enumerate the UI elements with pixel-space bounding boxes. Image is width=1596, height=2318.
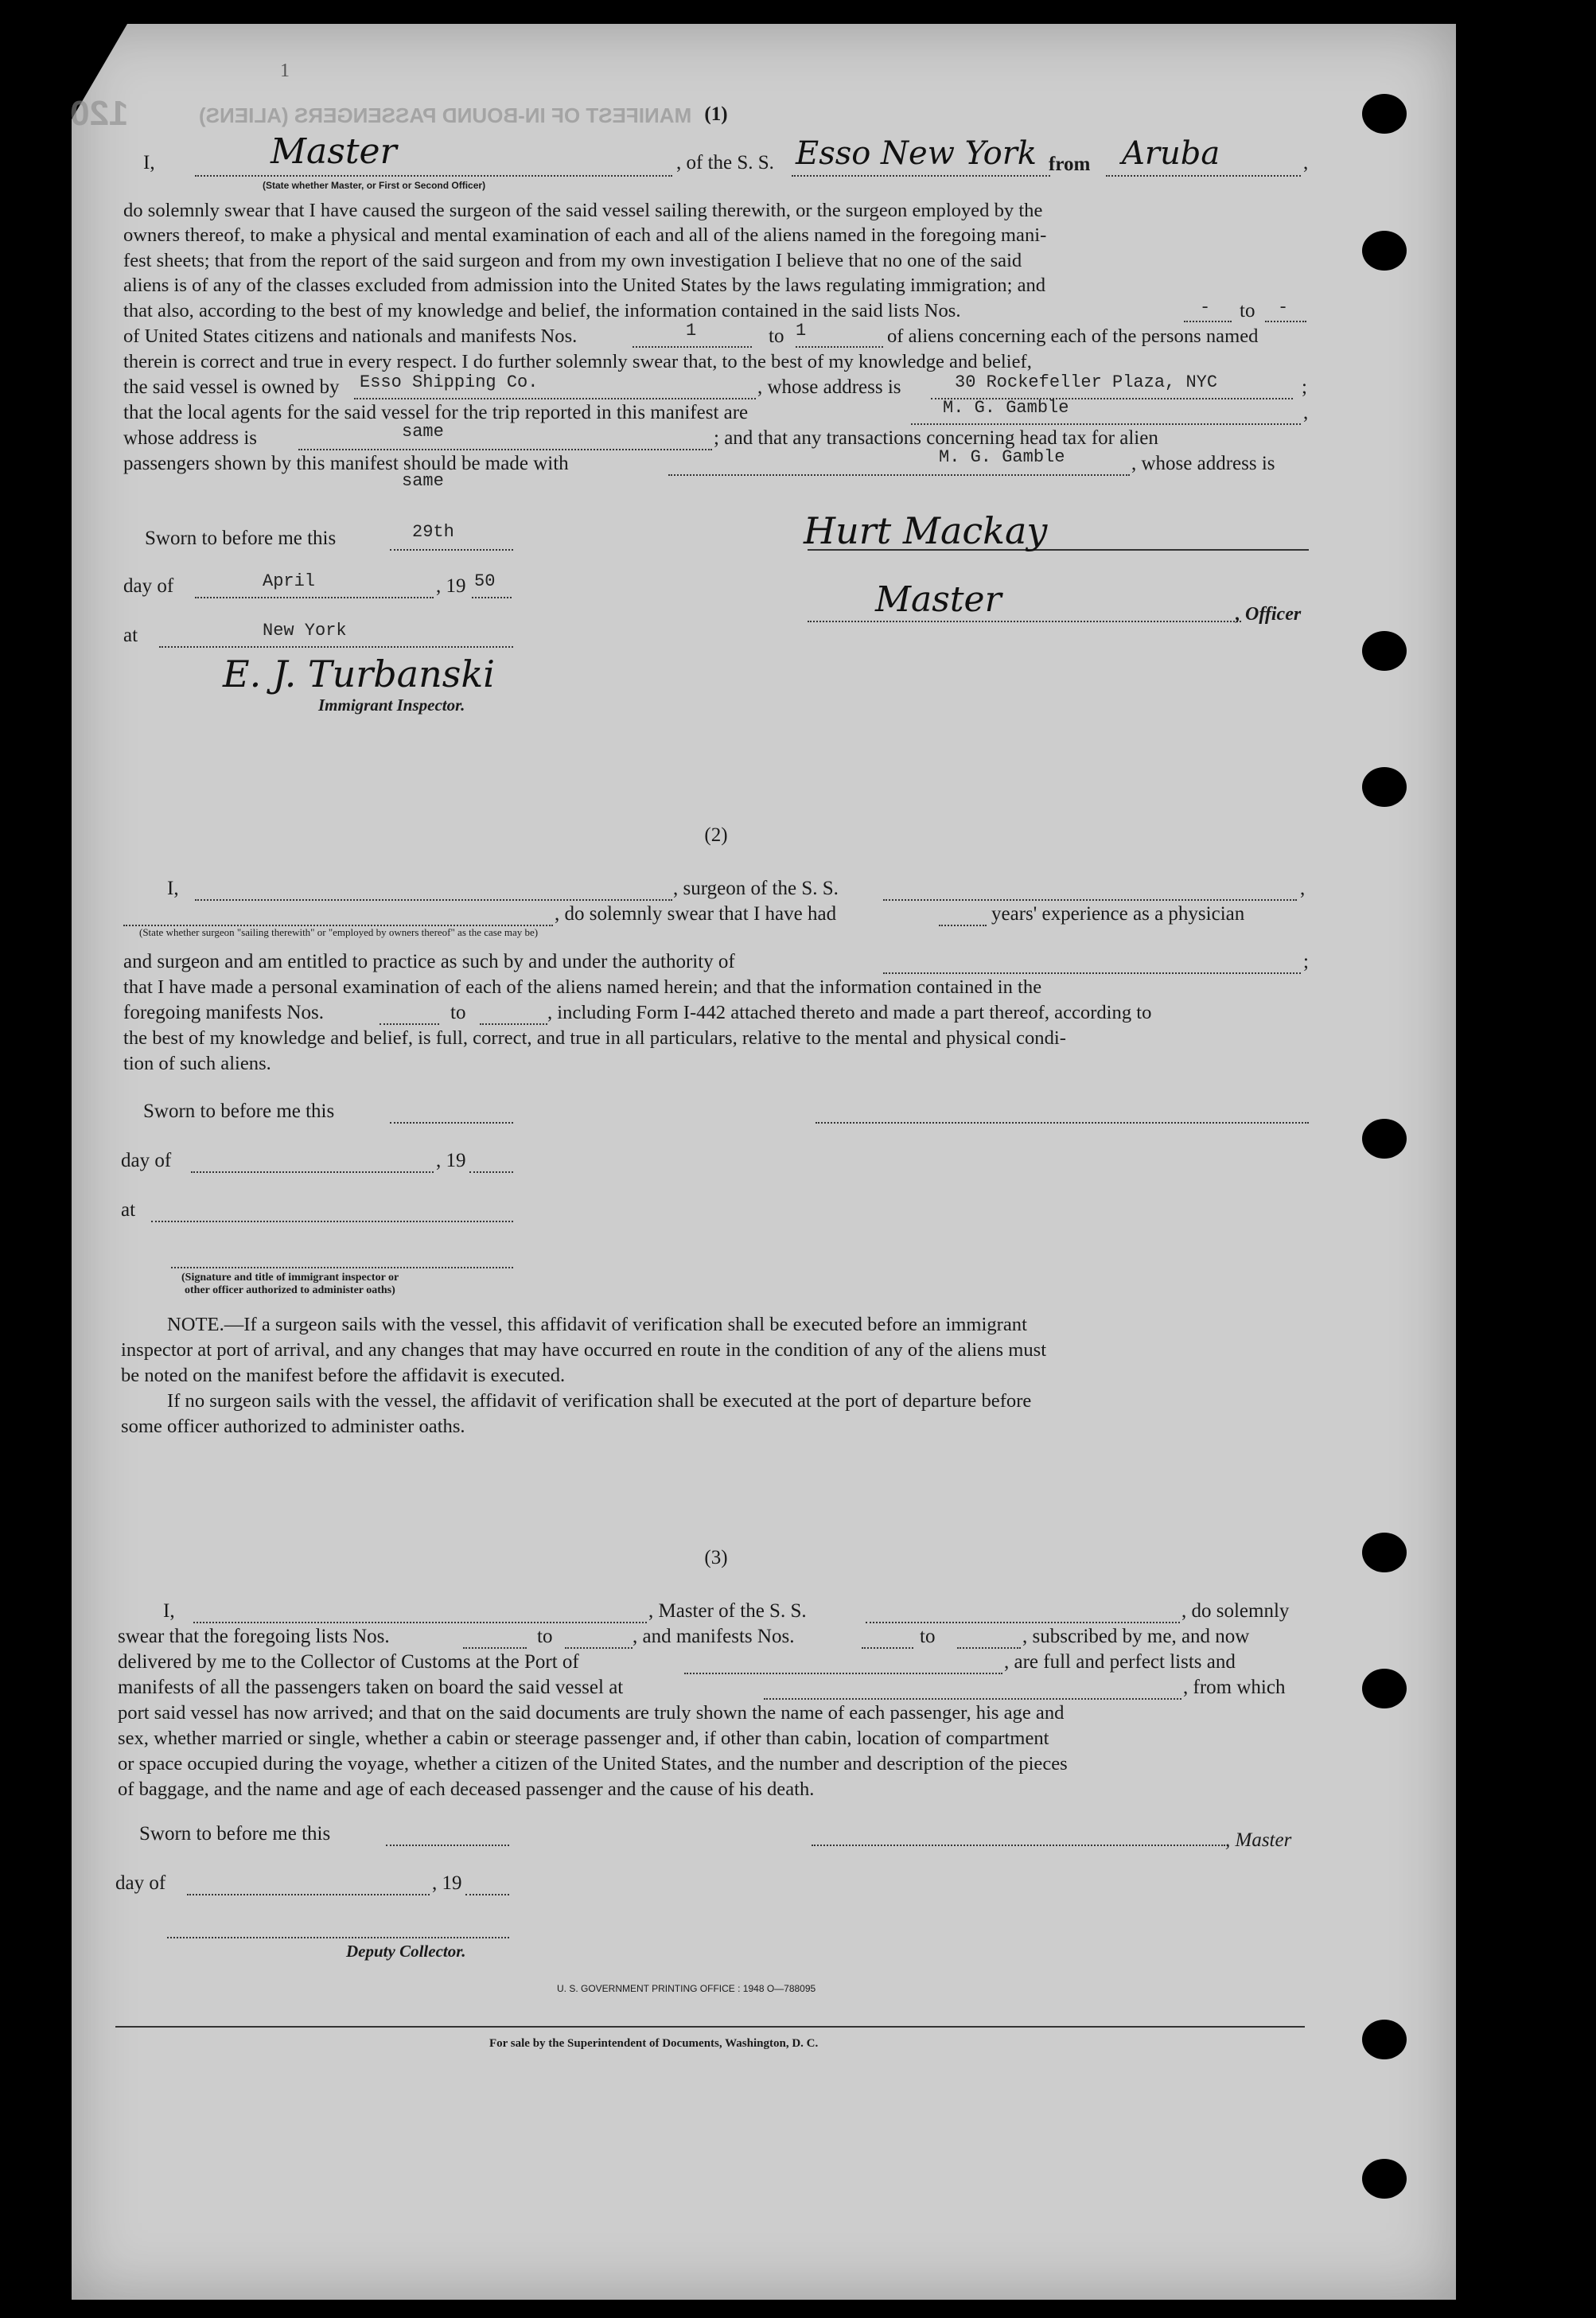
inspector-label: Immigrant Inspector.	[318, 695, 465, 715]
to-label: to	[920, 1626, 936, 1647]
inspector-signature-line	[171, 1267, 513, 1268]
sworn-day-line	[390, 1122, 513, 1124]
master-signature-line	[812, 1845, 1225, 1846]
vessel-line	[792, 175, 1050, 177]
semicolon: ;	[1303, 951, 1309, 972]
passengers-label: passengers shown by this manifest should be made with	[123, 453, 569, 474]
tax-agent-value: M. G. Gamble	[939, 447, 1065, 467]
officer-title-line	[808, 621, 1241, 622]
semicolon: ;	[1302, 376, 1307, 398]
manifests-to-line	[957, 1647, 1021, 1649]
from-label: from	[1049, 154, 1091, 175]
master-of-label: , Master of the S. S.	[648, 1600, 807, 1622]
oath-line: owners thereof, to make a physical and mental examination of each and all of the aliens named in the foregoing mani-	[123, 224, 1047, 246]
manifest-to-line	[796, 346, 883, 348]
sworn-label: Sworn to before me this	[139, 1823, 331, 1845]
subscribed-label: , subscribed by me, and now	[1022, 1626, 1250, 1647]
oath-line: aliens is of any of the classes excluded from admission into the United States by the laws regulating immigration; and	[123, 275, 1046, 296]
section-3-number: (3)	[704, 1547, 728, 1568]
year-line	[469, 1171, 513, 1173]
whose-address-label: , whose address is	[757, 376, 901, 398]
manifests-label: , and manifests Nos.	[633, 1626, 795, 1647]
sale-notice: For sale by the Superintendent of Documents, Washington, D. C.	[489, 2037, 819, 2050]
solemnly-label: , do solemnly swear that I have had	[555, 903, 837, 925]
binder-hole	[1362, 2159, 1407, 2199]
comma: ,	[1303, 152, 1309, 173]
of-ss-label: , of the S. S.	[676, 152, 774, 173]
to-label: to	[1240, 300, 1255, 321]
oath-i: I,	[167, 878, 179, 899]
signature-note: (Signature and title of immigrant inspector or	[181, 1272, 399, 1284]
at-label: at	[121, 1199, 136, 1221]
binder-hole	[1362, 2020, 1407, 2059]
port-label: delivered by me to the Collector of Customs at the Port of	[118, 1651, 579, 1673]
local-agents-label: that the local agents for the said vessel for the trip reported in this manifest are	[123, 402, 749, 423]
whose-address-label: whose address is	[123, 427, 258, 449]
rank-handwritten: Master	[271, 131, 397, 172]
whose-address-label: , whose address is	[1131, 453, 1275, 474]
list-to-value: -	[1278, 298, 1289, 318]
oath-line: of aliens concerning each of the persons named	[887, 325, 1259, 347]
day-of-label: day of	[121, 1150, 172, 1171]
day-of-label: day of	[123, 575, 174, 597]
form-text: , including Form I-442 attached thereto and made a part thereof, according to	[547, 1002, 1152, 1023]
manifests-nos-label: foregoing manifests Nos.	[123, 1002, 325, 1023]
solemnly-label: , do solemnly	[1181, 1600, 1290, 1622]
note-line: be noted on the manifest before the affidavit is executed.	[121, 1365, 566, 1386]
oath-line: therein is correct and true in every respect. I do further solemnly swear that, to the best of my knowledge and belief,	[123, 351, 1032, 372]
master-text-line: port said vessel has now arrived; and that on the said documents are truly shown the name of each passenger, his age and	[118, 1702, 1065, 1724]
month-line	[195, 597, 434, 598]
year-prefix: , 19	[436, 1150, 466, 1171]
agents-value: M. G. Gamble	[943, 398, 1069, 418]
surgeon-text-line: tion of such aliens.	[123, 1053, 271, 1074]
corner-mark: 1	[280, 60, 290, 81]
month-value: April	[263, 571, 316, 591]
head-tax-label: ; and that any transactions concerning head tax for alien	[714, 427, 1158, 449]
list-from-value: -	[1200, 298, 1211, 318]
tax-agent-line	[668, 474, 1130, 476]
boarded-port-line	[764, 1698, 1181, 1700]
officer-signature: Hurt Mackay	[804, 509, 1048, 552]
month-line	[191, 1171, 434, 1173]
officer-label: , Officer	[1236, 604, 1302, 625]
note-line: NOTE.—If a surgeon sails with the vessel, this affidavit of verification shall be executed before an immigrant	[167, 1314, 1027, 1335]
authority-label: and surgeon and am entitled to practice as such by and under the authority of	[123, 951, 735, 972]
list-from-line	[1184, 321, 1232, 322]
at-label: at	[123, 625, 138, 646]
to-label: to	[769, 325, 784, 347]
place-line	[151, 1221, 513, 1222]
owner-line	[354, 398, 756, 399]
day-of-label: day of	[115, 1872, 166, 1894]
month-line	[187, 1894, 430, 1895]
year-prefix: , 19	[436, 575, 466, 597]
surgeon-note: (State whether surgeon "sailing therewith" or "employed by owners thereof" as the case may be)	[139, 926, 539, 938]
oath-i: I,	[163, 1600, 175, 1622]
sworn-label: Sworn to before me this	[145, 528, 337, 549]
to-label: to	[537, 1626, 553, 1647]
manifests-from-line	[862, 1647, 913, 1649]
port-handwritten: Aruba	[1122, 135, 1220, 172]
collector-signature-line	[167, 1937, 509, 1938]
rank-note: (State whether Master, or First or Second Officer)	[263, 180, 486, 191]
manifest-from-value: 1	[686, 321, 697, 341]
inspector-signature: E. J. Turbanski	[223, 653, 495, 695]
sworn-day-value: 29th	[412, 522, 454, 542]
binder-hole	[1362, 1119, 1407, 1159]
master-vessel-line	[866, 1622, 1180, 1623]
oath-i: I,	[143, 152, 155, 173]
list-to-line	[1265, 321, 1306, 322]
surgeon-text-line: the best of my knowledge and belief, is full, correct, and true in all particulars, relative to the mental and physical condi-	[123, 1027, 1066, 1049]
agents-line	[911, 423, 1301, 425]
binder-hole	[1362, 231, 1407, 271]
boarded-label: manifests of all the passengers taken on board the said vessel at	[118, 1677, 624, 1698]
manifest-to-value: 1	[796, 321, 807, 341]
binder-hole	[1362, 631, 1407, 671]
oath-line: do solemnly swear that I have caused the surgeon of the said vessel sailing therewith, or the surgeon employed by the	[123, 200, 1043, 221]
section-2-number: (2)	[704, 824, 728, 846]
deputy-collector-label: Deputy Collector.	[346, 1942, 466, 1961]
lists-to-line	[565, 1647, 633, 1649]
binder-hole	[1362, 94, 1407, 134]
tax-address-value: same	[402, 471, 444, 491]
surgeon-name-line	[195, 899, 672, 901]
gpo-imprint: U. S. GOVERNMENT PRINTING OFFICE : 1948 O—788095	[557, 1983, 816, 1994]
agents-address-value: same	[402, 422, 444, 442]
surgeon-vessel-line	[883, 899, 1297, 901]
place-line	[159, 646, 513, 648]
place-value: New York	[263, 621, 347, 641]
oath-line: that also, according to the best of my knowledge and belief, the information contained in the said lists Nos.	[123, 300, 961, 321]
footer-rule	[115, 2026, 1305, 2028]
year-line	[465, 1894, 509, 1895]
port-line	[1106, 175, 1301, 177]
manifest-from-line	[380, 1023, 439, 1025]
section-1-number: (1)	[704, 103, 728, 125]
ghost-page-number: 120	[70, 94, 129, 133]
year-line	[472, 597, 512, 598]
years-label: years' experience as a physician	[991, 903, 1245, 925]
port-line	[684, 1673, 1002, 1674]
surgeon-of-label: , surgeon of the S. S.	[673, 878, 839, 899]
sworn-label: Sworn to before me this	[143, 1101, 335, 1122]
surgeon-signature-line	[816, 1122, 1309, 1124]
authority-line	[883, 972, 1301, 974]
binder-hole	[1362, 1669, 1407, 1708]
master-text-line: of baggage, and the name and age of each deceased passenger and the cause of his death.	[118, 1778, 815, 1800]
from-which-label: , from which	[1183, 1677, 1286, 1698]
surgeon-text-line: that I have made a personal examination of each of the aliens named herein; and that the information contained in the	[123, 976, 1042, 998]
sworn-day-line	[386, 1845, 509, 1846]
agents-address-line	[298, 449, 712, 450]
lists-from-line	[463, 1647, 527, 1649]
ghost-title: MANIFEST OF IN-BOUND PASSENGERS (ALIENS)	[199, 103, 692, 127]
master-label: , Master	[1225, 1829, 1292, 1851]
manifest-to-line	[480, 1023, 547, 1025]
rank-line	[195, 175, 672, 177]
note-line: inspector at port of arrival, and any changes that may have occurred en route in the condition of any of the aliens must	[121, 1339, 1047, 1361]
years-line	[939, 925, 987, 926]
oath-line: of United States citizens and nationals and manifests Nos.	[123, 325, 578, 347]
note-line: some officer authorized to administer oaths.	[121, 1416, 465, 1437]
comma: ,	[1300, 878, 1306, 899]
owner-address-value: 30 Rockefeller Plaza, NYC	[955, 372, 1218, 392]
comma: ,	[1303, 402, 1309, 423]
officer-title-handwritten: Master	[875, 579, 1002, 620]
note-line: If no surgeon sails with the vessel, the affidavit of verification shall be executed at the port of departure before	[167, 1390, 1032, 1412]
sworn-day-line	[390, 549, 513, 551]
binder-hole	[1362, 1533, 1407, 1572]
year-prefix: , 19	[432, 1872, 462, 1894]
owned-by-label: the said vessel is owned by	[123, 376, 340, 398]
master-text-line: sex, whether married or single, whether a cabin or steerage passenger and, if other than cabin, location of compartment	[118, 1728, 1049, 1749]
vessel-handwritten: Esso New York	[796, 135, 1037, 172]
owner-value: Esso Shipping Co.	[360, 372, 539, 392]
lists-label: swear that the foregoing lists Nos.	[118, 1626, 390, 1647]
to-label: to	[450, 1002, 466, 1023]
binder-hole	[1362, 767, 1407, 807]
master-text-line: or space occupied during the voyage, whether a citizen of the United States, and the number and description of the pieces	[118, 1753, 1068, 1775]
oath-line: fest sheets; that from the report of the said surgeon and from my own investigation I believe that no one of the said	[123, 250, 1022, 271]
master-name-line	[193, 1622, 647, 1623]
signature-note: other officer authorized to administer oaths)	[185, 1284, 395, 1296]
year-value: 50	[474, 571, 496, 591]
manifest-from-line	[633, 346, 752, 348]
perfect-lists-label: , are full and perfect lists and	[1004, 1651, 1236, 1673]
